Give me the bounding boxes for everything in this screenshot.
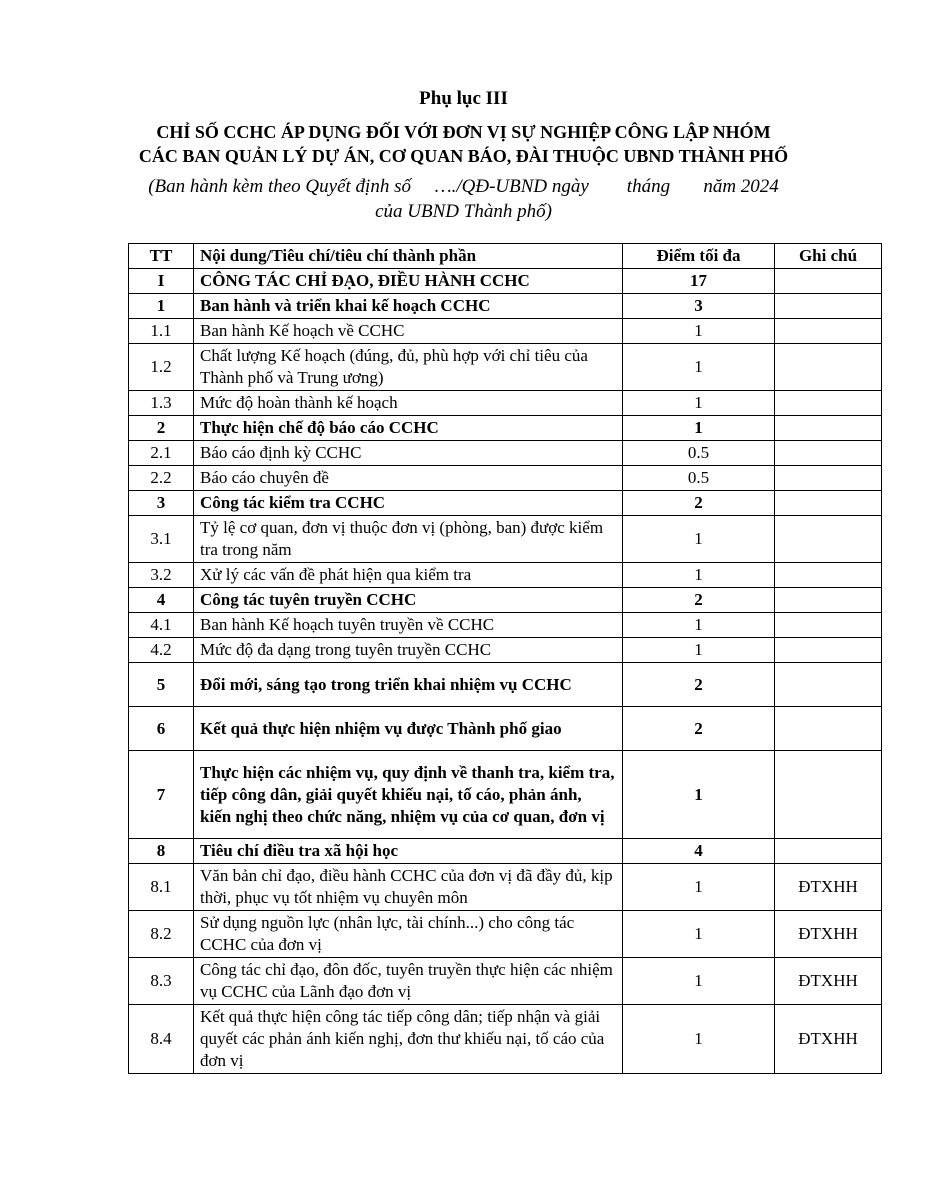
criteria-table (128, 243, 882, 1074)
table-row (129, 319, 882, 344)
row-number: 3.2 (129, 563, 194, 588)
table-header-row (129, 244, 882, 269)
row-content: Công tác tuyên truyền CCHC (194, 588, 623, 613)
row-note: ĐTXHH (775, 1005, 882, 1074)
table-row (129, 707, 882, 751)
row-max-points: 1 (623, 563, 775, 588)
row-number: 1.1 (129, 319, 194, 344)
appendix-title: Phụ lục III (419, 88, 508, 109)
row-max-points: 2 (623, 491, 775, 516)
row-number: 8.3 (129, 958, 194, 1005)
table-row (129, 516, 882, 563)
row-content: Tiêu chí điều tra xã hội học (194, 839, 623, 864)
row-number: 4.2 (129, 638, 194, 663)
row-note (775, 839, 882, 864)
row-content: Mức độ đa dạng trong tuyên truyền CCHC (194, 638, 623, 663)
row-content: Kết quả thực hiện công tác tiếp công dân; tiếp nhận và giải quyết các phản ánh kiến nghị, đơn thư khiếu nại, tố cáo của đơn vị (194, 1005, 623, 1074)
row-content: Xử lý các vấn đề phát hiện qua kiểm tra (194, 563, 623, 588)
row-max-points: 1 (623, 344, 775, 391)
row-content: Thực hiện chế độ báo cáo CCHC (194, 416, 623, 441)
row-max-points: 2 (623, 588, 775, 613)
row-note (775, 751, 882, 839)
column-header-notes: Ghi chú (775, 244, 882, 269)
column-header-content: Nội dung/Tiêu chí/tiêu chí thành phần (194, 244, 623, 269)
row-note (775, 344, 882, 391)
row-content: Công tác chỉ đạo, đôn đốc, tuyên truyền thực hiện các nhiệm vụ CCHC của Lãnh đạo đơn vị (194, 958, 623, 1005)
table-row (129, 491, 882, 516)
row-number: 4.1 (129, 613, 194, 638)
row-number: I (129, 269, 194, 294)
row-max-points: 1 (623, 319, 775, 344)
row-number: 3 (129, 491, 194, 516)
document-title (0, 120, 927, 168)
table-row (129, 441, 882, 466)
row-max-points: 1 (623, 638, 775, 663)
row-note: ĐTXHH (775, 911, 882, 958)
table-row (129, 563, 882, 588)
title-line-1: CHỈ SỐ CCHC ÁP DỤNG ĐỐI VỚI ĐƠN VỊ SỰ NGHIỆP CÔNG LẬP NHÓM (156, 122, 771, 142)
table-row (129, 911, 882, 958)
row-number: 7 (129, 751, 194, 839)
table-row (129, 613, 882, 638)
row-note: ĐTXHH (775, 958, 882, 1005)
table-row (129, 839, 882, 864)
row-content: CÔNG TÁC CHỈ ĐẠO, ĐIỀU HÀNH CCHC (194, 269, 623, 294)
table-row (129, 638, 882, 663)
row-number: 6 (129, 707, 194, 751)
row-number: 2.2 (129, 466, 194, 491)
row-note (775, 707, 882, 751)
row-content: Thực hiện các nhiệm vụ, quy định về thanh tra, kiểm tra, tiếp công dân, giải quyết khiếu nại, tố cáo, phản ánh, kiến nghị theo chức năng, nhiệm vụ của cơ quan, đơn vị (194, 751, 623, 839)
row-max-points: 17 (623, 269, 775, 294)
row-content: Ban hành Kế hoạch tuyên truyền về CCHC (194, 613, 623, 638)
table-row (129, 1005, 882, 1074)
table-row (129, 466, 882, 491)
row-number: 1.2 (129, 344, 194, 391)
row-number: 8.4 (129, 1005, 194, 1074)
row-content: Văn bản chỉ đạo, điều hành CCHC của đơn vị đã đầy đủ, kịp thời, phục vụ tốt nhiệm vụ chuyên môn (194, 864, 623, 911)
row-max-points: 2 (623, 707, 775, 751)
row-note (775, 638, 882, 663)
table-body (129, 269, 882, 1074)
row-max-points: 1 (623, 911, 775, 958)
document-subtitle (0, 174, 927, 224)
row-content: Sử dụng nguồn lực (nhân lực, tài chính...) cho công tác CCHC của đơn vị (194, 911, 623, 958)
row-note: ĐTXHH (775, 864, 882, 911)
table-row (129, 864, 882, 911)
row-max-points: 1 (623, 864, 775, 911)
table-row (129, 751, 882, 839)
row-note (775, 613, 882, 638)
row-max-points: 1 (623, 416, 775, 441)
row-note (775, 269, 882, 294)
row-note (775, 491, 882, 516)
row-max-points: 3 (623, 294, 775, 319)
row-max-points: 1 (623, 516, 775, 563)
row-number: 8 (129, 839, 194, 864)
row-content: Ban hành và triển khai kế hoạch CCHC (194, 294, 623, 319)
table-row (129, 588, 882, 613)
row-number: 8.2 (129, 911, 194, 958)
row-max-points: 1 (623, 958, 775, 1005)
row-note (775, 588, 882, 613)
row-max-points: 2 (623, 663, 775, 707)
row-note (775, 294, 882, 319)
row-content: Chất lượng Kế hoạch (đúng, đủ, phù hợp với chỉ tiêu của Thành phố và Trung ương) (194, 344, 623, 391)
row-content: Mức độ hoàn thành kế hoạch (194, 391, 623, 416)
table-row (129, 344, 882, 391)
row-max-points: 1 (623, 1005, 775, 1074)
row-max-points: 0.5 (623, 441, 775, 466)
row-content: Đổi mới, sáng tạo trong triển khai nhiệm vụ CCHC (194, 663, 623, 707)
row-max-points: 4 (623, 839, 775, 864)
row-max-points: 1 (623, 613, 775, 638)
row-content: Tỷ lệ cơ quan, đơn vị thuộc đơn vị (phòng, ban) được kiểm tra trong năm (194, 516, 623, 563)
table-row (129, 663, 882, 707)
subtitle-line-1: (Ban hành kèm theo Quyết định số …./QĐ-UBND ngày tháng năm 2024 (148, 176, 779, 197)
row-max-points: 1 (623, 751, 775, 839)
row-content: Ban hành Kế hoạch về CCHC (194, 319, 623, 344)
table-row (129, 391, 882, 416)
row-note (775, 466, 882, 491)
row-note (775, 441, 882, 466)
row-number: 4 (129, 588, 194, 613)
row-content: Báo cáo chuyên đề (194, 466, 623, 491)
row-number: 5 (129, 663, 194, 707)
row-number: 1 (129, 294, 194, 319)
row-number: 2 (129, 416, 194, 441)
row-note (775, 516, 882, 563)
row-number: 3.1 (129, 516, 194, 563)
row-note (775, 319, 882, 344)
table-row (129, 958, 882, 1005)
row-number: 8.1 (129, 864, 194, 911)
row-note (775, 663, 882, 707)
table-row (129, 294, 882, 319)
row-content: Công tác kiểm tra CCHC (194, 491, 623, 516)
column-header-max-points: Điểm tối đa (623, 244, 775, 269)
row-note (775, 416, 882, 441)
subtitle-line-2: của UBND Thành phố) (375, 201, 552, 222)
row-number: 2.1 (129, 441, 194, 466)
row-max-points: 0.5 (623, 466, 775, 491)
table-row (129, 416, 882, 441)
row-number: 1.3 (129, 391, 194, 416)
row-content: Kết quả thực hiện nhiệm vụ được Thành phố giao (194, 707, 623, 751)
row-note (775, 391, 882, 416)
title-line-2: CÁC BAN QUẢN LÝ DỰ ÁN, CƠ QUAN BÁO, ĐÀI THUỘC UBND THÀNH PHỐ (138, 146, 789, 166)
table-row (129, 269, 882, 294)
row-note (775, 563, 882, 588)
column-header-tt: TT (129, 244, 194, 269)
row-content: Báo cáo định kỳ CCHC (194, 441, 623, 466)
row-max-points: 1 (623, 391, 775, 416)
